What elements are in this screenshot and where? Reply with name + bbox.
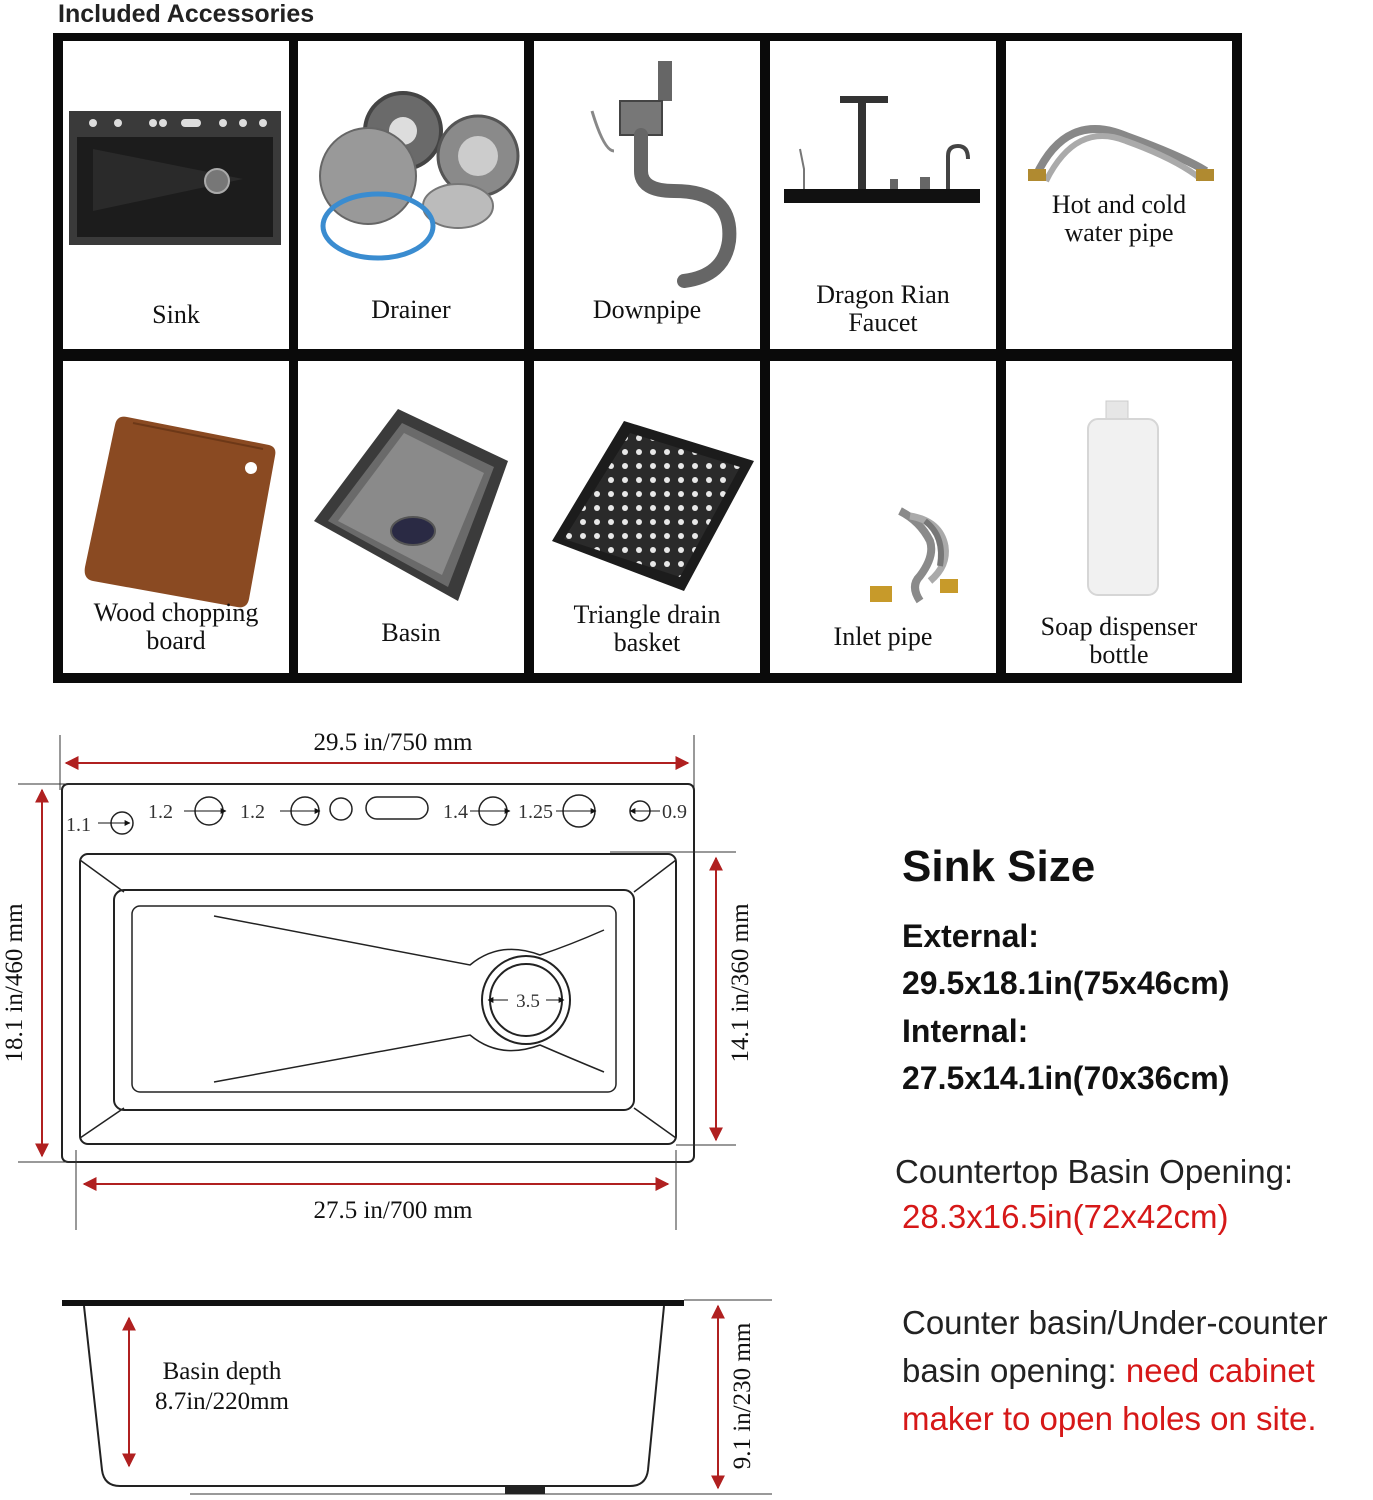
accessory-drain-basket — [534, 361, 760, 673]
external-value: 29.5x18.1in(75x46cm) — [902, 965, 1230, 1001]
countertop-label: Countertop Basin Opening: — [895, 1153, 1294, 1190]
accessory-sink — [63, 41, 289, 349]
bottom-width-label: 27.5 in/700 mm — [313, 1197, 473, 1224]
accessory-label: Inlet pipe — [833, 622, 933, 651]
accessory-label: Drainer — [371, 295, 451, 324]
accessory-label: Sink — [152, 300, 200, 329]
accessory-inlet-pipe — [770, 361, 996, 673]
accessory-label: Downpipe — [592, 295, 702, 324]
accessory-label: Hot and cold — [1051, 190, 1187, 219]
hole-label-2: 1.2 — [148, 801, 173, 823]
note-line-2-prefix: basin opening: — [902, 1352, 1126, 1389]
accessory-label: Basin — [381, 618, 441, 647]
countertop-value: 28.3x16.5in(72x42cm) — [902, 1198, 1229, 1235]
hole-label-1: 1.1 — [66, 814, 91, 836]
accessory-drainer — [298, 41, 524, 349]
accessory-soap-bottle — [1006, 361, 1232, 673]
external-label: External: — [902, 918, 1039, 954]
note-line-1: Counter basin/Under-counter — [902, 1304, 1328, 1341]
top-width-label: 29.5 in/750 mm — [313, 729, 473, 756]
accessory-downpipe — [534, 41, 760, 349]
accessory-chopping-board — [63, 361, 289, 673]
hole-label-5: 1.25 — [518, 801, 553, 823]
accessory-label: Dragon Rian — [816, 280, 950, 309]
hole-label-3: 1.2 — [240, 801, 265, 823]
note-line-2 — [902, 1352, 1315, 1390]
accessory-label: board — [146, 626, 206, 655]
sink-size-title: Sink Size — [902, 842, 1096, 891]
hole-label-4: 1.4 — [443, 801, 468, 823]
total-depth-label: 9.1 in/230 mm — [729, 1322, 756, 1470]
left-height-label: 18.1 in/460 mm — [1, 903, 28, 1063]
accessory-label: Soap dispenser — [1040, 612, 1198, 641]
note-line-2-highlight: need cabinet — [1125, 1352, 1315, 1389]
internal-label: Internal: — [902, 1013, 1029, 1049]
section-title: Included Accessories — [58, 0, 315, 28]
accessory-label: Faucet — [848, 308, 918, 337]
drain-size-label: 3.5 — [516, 991, 540, 1012]
hole-label-6: 0.9 — [662, 801, 687, 823]
accessory-label: Wood chopping — [93, 598, 259, 627]
note-line-3: maker to open holes on site. — [902, 1400, 1317, 1437]
sink-dimension-diagram — [0, 700, 900, 1500]
accessory-water-pipe — [1006, 41, 1232, 349]
accessory-label: water pipe — [1064, 218, 1174, 247]
internal-value: 27.5x14.1in(70x36cm) — [902, 1060, 1230, 1096]
accessory-label: basket — [613, 628, 681, 657]
basin-depth-label: Basin depth — [162, 1358, 282, 1385]
right-height-label: 14.1 in/360 mm — [727, 903, 754, 1063]
accessory-label: Triangle drain — [573, 600, 721, 629]
accessory-label: bottle — [1089, 640, 1149, 669]
accessory-basin — [298, 361, 524, 673]
accessory-faucet — [770, 41, 996, 349]
basin-depth-value: 8.7in/220mm — [154, 1388, 290, 1415]
accessories-grid — [53, 33, 1242, 683]
sink-outline — [62, 784, 694, 1162]
